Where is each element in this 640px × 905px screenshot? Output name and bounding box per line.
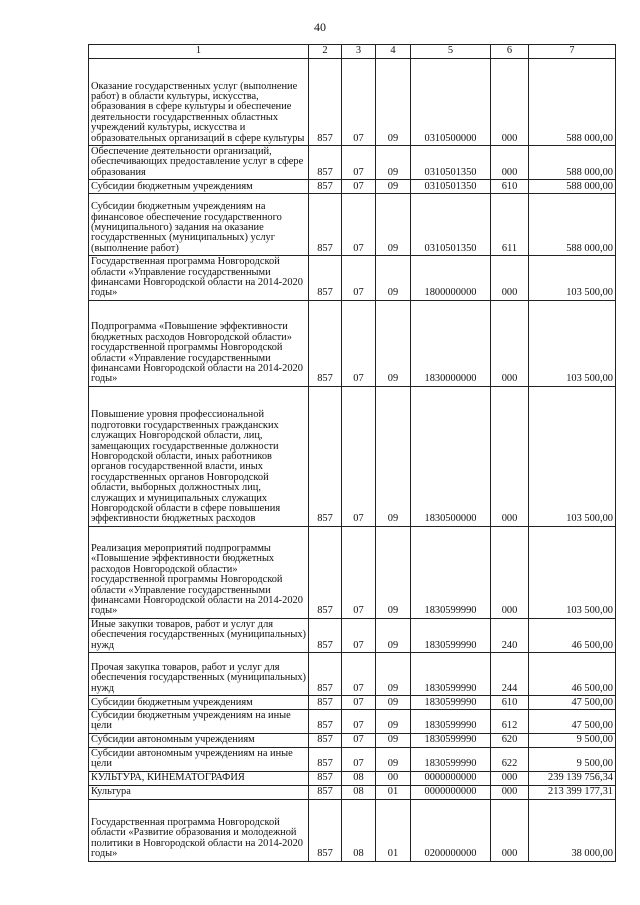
table-row	[89, 526, 616, 618]
row-code-ministry: 857	[309, 194, 342, 256]
row-code-section: 08	[342, 785, 376, 799]
table-row	[89, 146, 616, 180]
table-row	[89, 180, 616, 194]
row-code-section: 07	[342, 146, 376, 180]
row-code-target: 1830000000	[411, 300, 491, 386]
row-amount: 588 000,00	[529, 194, 616, 256]
row-code-ministry: 857	[309, 618, 342, 652]
row-code-section: 07	[342, 194, 376, 256]
column-header-5: 5	[411, 45, 491, 59]
row-code-section: 08	[342, 771, 376, 785]
row-code-expense-type: 000	[491, 799, 529, 861]
row-code-target: 1830500000	[411, 386, 491, 526]
row-amount: 47 500,00	[529, 710, 616, 734]
table-body	[89, 59, 616, 862]
row-name: Субсидии бюджетным учреждениям	[89, 180, 309, 194]
row-code-section: 07	[342, 180, 376, 194]
row-code-section: 07	[342, 747, 376, 771]
table-row	[89, 771, 616, 785]
row-code-target: 1830599990	[411, 710, 491, 734]
row-code-target: 0310501350	[411, 194, 491, 256]
row-amount: 103 500,00	[529, 256, 616, 301]
row-code-ministry: 857	[309, 710, 342, 734]
row-code-subsection: 09	[376, 59, 411, 146]
column-header-2: 2	[309, 45, 342, 59]
row-name: Подпрограмма «Повышение эффективности бюджетных расходов Новгородской области» государственной программы Новгородской области «Управление государственными финансами Новгородской области на 2014-2020 годы»	[89, 300, 309, 386]
row-name: Субсидии автономным учреждениям на иные цели	[89, 747, 309, 771]
row-amount: 103 500,00	[529, 300, 616, 386]
row-code-ministry: 857	[309, 696, 342, 710]
table-row	[89, 747, 616, 771]
row-code-section: 07	[342, 59, 376, 146]
row-code-section: 07	[342, 526, 376, 618]
table-header-row	[89, 45, 616, 59]
row-name: Государственная программа Новгородской области «Управление государственными финансами Новгородской области на 2014-2020 годы»	[89, 256, 309, 301]
row-code-subsection: 09	[376, 300, 411, 386]
row-amount: 588 000,00	[529, 146, 616, 180]
row-code-subsection: 09	[376, 386, 411, 526]
row-code-ministry: 857	[309, 59, 342, 146]
table-row	[89, 59, 616, 146]
row-code-target: 0000000000	[411, 771, 491, 785]
row-code-expense-type: 000	[491, 146, 529, 180]
row-code-expense-type: 240	[491, 618, 529, 652]
column-header-1: 1	[89, 45, 309, 59]
row-code-expense-type: 000	[491, 300, 529, 386]
row-code-expense-type: 244	[491, 653, 529, 696]
table-row	[89, 300, 616, 386]
row-amount: 588 000,00	[529, 59, 616, 146]
row-name: Субсидии бюджетным учреждениям	[89, 696, 309, 710]
row-code-subsection: 09	[376, 733, 411, 747]
column-header-3: 3	[342, 45, 376, 59]
row-code-subsection: 09	[376, 146, 411, 180]
row-code-target: 1830599990	[411, 653, 491, 696]
row-code-subsection: 09	[376, 696, 411, 710]
row-code-subsection: 09	[376, 710, 411, 734]
row-code-ministry: 857	[309, 799, 342, 861]
row-code-ministry: 857	[309, 653, 342, 696]
table-row	[89, 710, 616, 734]
row-amount: 38 000,00	[529, 799, 616, 861]
row-code-expense-type: 620	[491, 733, 529, 747]
row-name: Субсидии автономным учреждениям	[89, 733, 309, 747]
row-code-subsection: 09	[376, 526, 411, 618]
row-amount: 46 500,00	[529, 653, 616, 696]
row-code-ministry: 857	[309, 733, 342, 747]
row-code-subsection: 09	[376, 256, 411, 301]
row-code-section: 07	[342, 710, 376, 734]
row-name: Повышение уровня профессиональной подготовки государственных гражданских служащих Новгородской области, лиц, замещающих государственные должности Новгородской области, иных работников органов государственной власти, иных государственных органов Новгородской области, выборных должностных лиц, служащих и муниципальных служащих Новгородской области в сфере повышения эффективности бюджетных расходов	[89, 386, 309, 526]
row-code-ministry: 857	[309, 300, 342, 386]
row-code-section: 07	[342, 733, 376, 747]
row-code-subsection: 09	[376, 194, 411, 256]
row-name: Субсидии бюджетным учреждениям на иные цели	[89, 710, 309, 734]
table-row	[89, 785, 616, 799]
row-code-target: 0310500000	[411, 59, 491, 146]
row-code-expense-type: 612	[491, 710, 529, 734]
row-name: Культура	[89, 785, 309, 799]
table-row	[89, 386, 616, 526]
row-name: КУЛЬТУРА, КИНЕМАТОГРАФИЯ	[89, 771, 309, 785]
row-name: Обеспечение деятельности организаций, обеспечивающих предоставление услуг в сфере образования	[89, 146, 309, 180]
row-code-subsection: 01	[376, 785, 411, 799]
row-code-ministry: 857	[309, 771, 342, 785]
page-number: 40	[314, 20, 326, 34]
row-code-expense-type: 610	[491, 696, 529, 710]
row-amount: 46 500,00	[529, 618, 616, 652]
row-code-expense-type: 610	[491, 180, 529, 194]
row-code-target: 1830599990	[411, 747, 491, 771]
table-row	[89, 256, 616, 301]
row-name: Иные закупки товаров, работ и услуг для обеспечения государственных (муниципальных) нужд	[89, 618, 309, 652]
row-code-target: 0310501350	[411, 180, 491, 194]
row-code-expense-type: 000	[491, 59, 529, 146]
row-code-expense-type: 000	[491, 526, 529, 618]
row-amount: 239 139 756,34	[529, 771, 616, 785]
row-code-expense-type: 000	[491, 386, 529, 526]
row-code-expense-type: 000	[491, 785, 529, 799]
row-code-ministry: 857	[309, 526, 342, 618]
row-code-expense-type: 000	[491, 256, 529, 301]
row-name: Субсидии бюджетным учреждениям на финансовое обеспечение государственного (муниципального) задания на оказание государственных (муниципальных) услуг (выполнение работ)	[89, 194, 309, 256]
row-code-target: 1830599990	[411, 618, 491, 652]
row-code-expense-type: 622	[491, 747, 529, 771]
table-row	[89, 618, 616, 652]
row-code-expense-type: 611	[491, 194, 529, 256]
row-amount: 103 500,00	[529, 386, 616, 526]
row-code-section: 07	[342, 696, 376, 710]
row-amount: 213 399 177,31	[529, 785, 616, 799]
row-amount: 9 500,00	[529, 747, 616, 771]
row-name: Реализация мероприятий подпрограммы «Повышение эффективности бюджетных расходов Новгородской области» государственной программы Новгородской области «Управление государственными финансами Новгородской области на 2014-2020 годы»	[89, 526, 309, 618]
row-code-target: 0310501350	[411, 146, 491, 180]
row-code-section: 07	[342, 256, 376, 301]
row-code-ministry: 857	[309, 785, 342, 799]
row-code-target: 1830599990	[411, 696, 491, 710]
column-header-7: 7	[529, 45, 616, 59]
row-code-target: 1830599990	[411, 733, 491, 747]
row-code-subsection: 09	[376, 180, 411, 194]
row-code-expense-type: 000	[491, 771, 529, 785]
row-amount: 9 500,00	[529, 733, 616, 747]
column-header-6: 6	[491, 45, 529, 59]
row-code-section: 07	[342, 618, 376, 652]
row-code-subsection: 09	[376, 747, 411, 771]
table-row	[89, 653, 616, 696]
row-code-ministry: 857	[309, 256, 342, 301]
row-code-target: 0000000000	[411, 785, 491, 799]
row-code-ministry: 857	[309, 146, 342, 180]
row-code-target: 1830599990	[411, 526, 491, 618]
budget-table	[88, 44, 616, 862]
row-amount: 588 000,00	[529, 180, 616, 194]
row-code-section: 08	[342, 799, 376, 861]
row-name: Оказание государственных услуг (выполнение работ) в области культуры, искусства, образования в сфере культуры и обеспечение деятельности государственных областных учреждений культуры, искусства и образовательных организаций в сфере культуры	[89, 59, 309, 146]
row-code-subsection: 01	[376, 799, 411, 861]
row-amount: 103 500,00	[529, 526, 616, 618]
row-name: Государственная программа Новгородской области «Развитие образования и молодежной политики в Новгородской области на 2014-2020 годы»	[89, 799, 309, 861]
row-name: Прочая закупка товаров, работ и услуг для обеспечения государственных (муниципальных) нужд	[89, 653, 309, 696]
row-code-section: 07	[342, 386, 376, 526]
table-row	[89, 194, 616, 256]
table-row	[89, 799, 616, 861]
row-code-subsection: 09	[376, 618, 411, 652]
row-code-section: 07	[342, 300, 376, 386]
table-row	[89, 696, 616, 710]
row-code-target: 0200000000	[411, 799, 491, 861]
row-code-ministry: 857	[309, 386, 342, 526]
row-code-ministry: 857	[309, 180, 342, 194]
row-code-subsection: 09	[376, 653, 411, 696]
row-code-subsection: 00	[376, 771, 411, 785]
row-code-ministry: 857	[309, 747, 342, 771]
row-amount: 47 500,00	[529, 696, 616, 710]
column-header-4: 4	[376, 45, 411, 59]
row-code-section: 07	[342, 653, 376, 696]
table-row	[89, 733, 616, 747]
row-code-target: 1800000000	[411, 256, 491, 301]
